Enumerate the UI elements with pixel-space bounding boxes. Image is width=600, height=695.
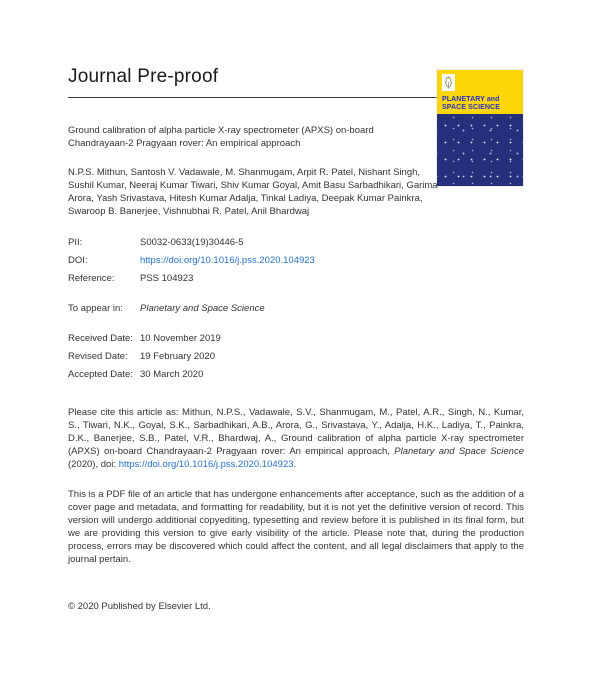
received-date-label: Received Date: <box>68 333 133 344</box>
citation-doi-link[interactable]: https://doi.org/10.1016/j.pss.2020.104923 <box>118 459 294 470</box>
pii-value: S0032-0633(19)30446-5 <box>140 237 244 248</box>
elsevier-tree-logo-icon <box>444 76 453 89</box>
revised-date-row <box>68 350 523 363</box>
article-title: Ground calibration of alpha particle X-ray spectrometer (APXS) on-board Chandrayaan-2 Pragyaan rover: An empirical approach <box>68 125 374 149</box>
page-title: Journal Pre-proof <box>68 66 219 87</box>
journal-cover-name-line2: SPACE SCIENCE <box>442 104 500 111</box>
to-appear-journal: Planetary and Space Science <box>140 303 265 314</box>
author-list: N.P.S. Mithun, Santosh V. Vadawale, M. Shanmugam, Arpit R. Patel, Nishant Singh, Sushil Kumar, Neeraj Kumar Tiwari, Shiv Kumar Goyal, Amit Basu Sarbadhikari, Garima Arora, Yash Srivastava, Hitesh Kumar Adalja, Tinkal Ladiya, Deepak Kumar Painkra, Swaroop B. Banerjee, Vishnubhai R. Patel, Anil Bhardwaj <box>68 167 438 217</box>
disclaimer-paragraph: This is a PDF file of an article that has undergone enhancements after acceptance, such as the addition of a cover page and metadata, and formatting for readability, but it is not yet the definitive version of record. This version will undergo additional copyediting, typesetting and review before it is published in its final form, but we are providing this version to give early visibility of the article. Please note that, during the production process, errors may be discovered which could affect the content, and all legal disclaimers that apply to the journal pertain. <box>68 489 524 565</box>
journal-cover-name <box>442 96 500 112</box>
pii-label: PII: <box>68 237 83 248</box>
citation-text-after: . <box>293 459 297 470</box>
identifier-block <box>68 236 523 290</box>
copyright-notice: © 2020 Published by Elsevier Ltd. <box>68 601 211 612</box>
reference-label: Reference: <box>68 273 115 284</box>
citation-journal-name: Planetary and Space Science <box>394 446 524 457</box>
to-appear-label: To appear in: <box>68 303 123 314</box>
journal-cover-starfield-image <box>437 114 523 186</box>
to-appear-block <box>68 302 523 320</box>
received-date-row <box>68 332 523 345</box>
dates-block <box>68 332 523 386</box>
journal-cover-thumbnail <box>437 70 523 186</box>
received-date-value: 10 November 2019 <box>140 333 221 344</box>
reference-value: PSS 104923 <box>140 273 194 284</box>
citation-text-before: Please cite this article as: Mithun, N.P.S., Vadawale, S.V., Shanmugam, M., Patel, A.R., Singh, N., Kumar, S., Tiwari, N.K., Goyal, S.K., Sarbadhikari, A.B., Arora, G., Srivastava, Y., Adalja, H.K., Ladiya, T., Painkra, D.K., Banerjee, S.B., Patel, V.R., Bhardwaj, A., Ground calibration of alpha particle X-ray spectrometer (APXS) on-board Chandrayaan-2 Pragyaan rover: An empirical approach, <box>68 407 524 457</box>
journal-cover-top <box>437 70 523 114</box>
elsevier-tree-logo-icon <box>442 74 455 91</box>
doi-row <box>68 254 523 267</box>
doi-link[interactable]: https://doi.org/10.1016/j.pss.2020.104923 <box>140 255 315 266</box>
revised-date-value: 19 February 2020 <box>140 351 215 362</box>
revised-date-label: Revised Date: <box>68 351 128 362</box>
reference-row <box>68 272 523 285</box>
citation-paragraph <box>68 406 524 471</box>
citation-text-mid: (2020), doi: <box>68 459 119 470</box>
accepted-date-label: Accepted Date: <box>68 369 133 380</box>
doi-label: DOI: <box>68 255 88 266</box>
pii-row <box>68 236 523 249</box>
accepted-date-value: 30 March 2020 <box>140 369 204 380</box>
to-appear-row <box>68 302 523 315</box>
accepted-date-row <box>68 368 523 381</box>
journal-cover-name-line1: PLANETARY and <box>442 96 500 103</box>
